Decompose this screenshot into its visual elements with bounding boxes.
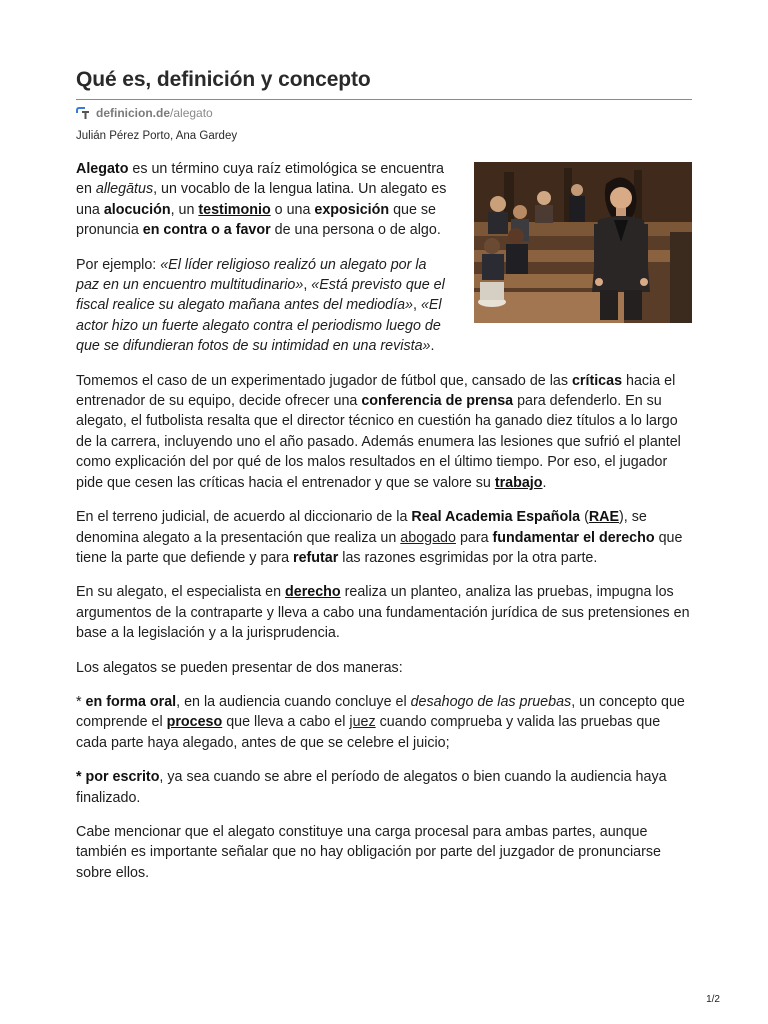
site-logo-icon xyxy=(76,106,92,120)
paragraph-intro: Alegato es un término cuya raíz etimológica se encuentra en allegātus, un vocablo de la lengua latina. Un alegato es una alocución, un testimonio o una exposición que se pronuncia en contra o a favor de una persona o de algo. xyxy=(76,161,447,239)
paragraph-oral: * en forma oral, en la audiencia cuando concluye el desahogo de las pruebas, un concepto que comprende el proceso que lleva a cabo el juez cuando comprueba y valida las pruebas que cada parte haya alegado, antes de que se celebre el juicio; xyxy=(76,693,685,751)
article-body xyxy=(76,159,692,883)
authors: Julián Pérez Porto, Ana Gardey xyxy=(76,130,238,142)
paragraph-written: * por escrito, ya sea cuando se abre el período de alegatos o bien cuando la audiencia haya finalizado. xyxy=(76,769,667,806)
document-page xyxy=(76,66,692,897)
link-proceso[interactable]: proceso xyxy=(166,714,223,731)
link-testimonio[interactable]: testimonio xyxy=(198,201,271,218)
paragraph-examples: Por ejemplo: «El líder religioso realizó un alegato por la paz en un encuentro multitudinario», «Está previsto que el fiscal realice su alegato mañana antes del mediodía», «El actor hizo un fuerte alegato contra el periodismo luego de que se difundieran fotos de su intimidad en una revista». xyxy=(76,256,445,355)
link-rae[interactable]: RAE xyxy=(588,509,620,526)
page-title: Qué es, definición y concepto xyxy=(76,68,371,91)
paragraph-conclusion: Cabe mencionar que el alegato constituye una carga procesal para ambas partes, aunque también es importante señalar que no hay obligación por parte del juzgador de pronunciarse sobre ellos. xyxy=(76,823,661,881)
link-juez[interactable]: juez xyxy=(349,714,376,731)
courtroom-photo xyxy=(474,162,692,323)
link-derecho[interactable]: derecho xyxy=(285,584,341,601)
link-abogado[interactable]: abogado xyxy=(400,529,456,546)
source-domain[interactable]: definicion.de xyxy=(96,106,171,120)
source-line xyxy=(76,106,692,120)
link-trabajo[interactable]: trabajo xyxy=(494,474,543,491)
paragraph-football: Tomemos el caso de un experimentado jugador de fútbol que, cansado de las críticas hacia el entrenador de su equipo, decide ofrecer una conferencia de prensa para defenderlo. En su alegato, el futbolista resalta que el director técnico en cuestión ha ganado diez títulos a lo largo de la carrera, incluyendo uno el año pasado. Además enumera las lesiones que sufrió el plantel como explicación del por qué de los malos resultados en el último tiempo. Por eso, el jugador pide que cesen las críticas hacia el entrenador y que se valore su trabajo. xyxy=(76,372,681,491)
paragraph-specialist: En su alegato, el especialista en derecho realiza un planteo, analiza las pruebas, impugna los argumentos de la contraparte y lleva a cabo una fundamentación jurídica de sus pretensiones en base a la legislación y a la jurisprudencia. xyxy=(76,584,690,642)
courtroom-photo-illustration xyxy=(474,162,692,323)
source-path[interactable]: /alegato xyxy=(170,106,213,120)
title-divider xyxy=(76,99,692,100)
paragraph-two-ways: Los alegatos se pueden presentar de dos maneras: xyxy=(76,659,403,676)
paragraph-judicial: En el terreno judicial, de acuerdo al diccionario de la Real Academia Española (RAE), se denomina alegato a la presentación que realiza un abogado para fundamentar el derecho que tiene la parte que defiende y para refutar las razones esgrimidas por la otra parte. xyxy=(76,509,683,566)
page-number: 1/2 xyxy=(706,994,720,1005)
